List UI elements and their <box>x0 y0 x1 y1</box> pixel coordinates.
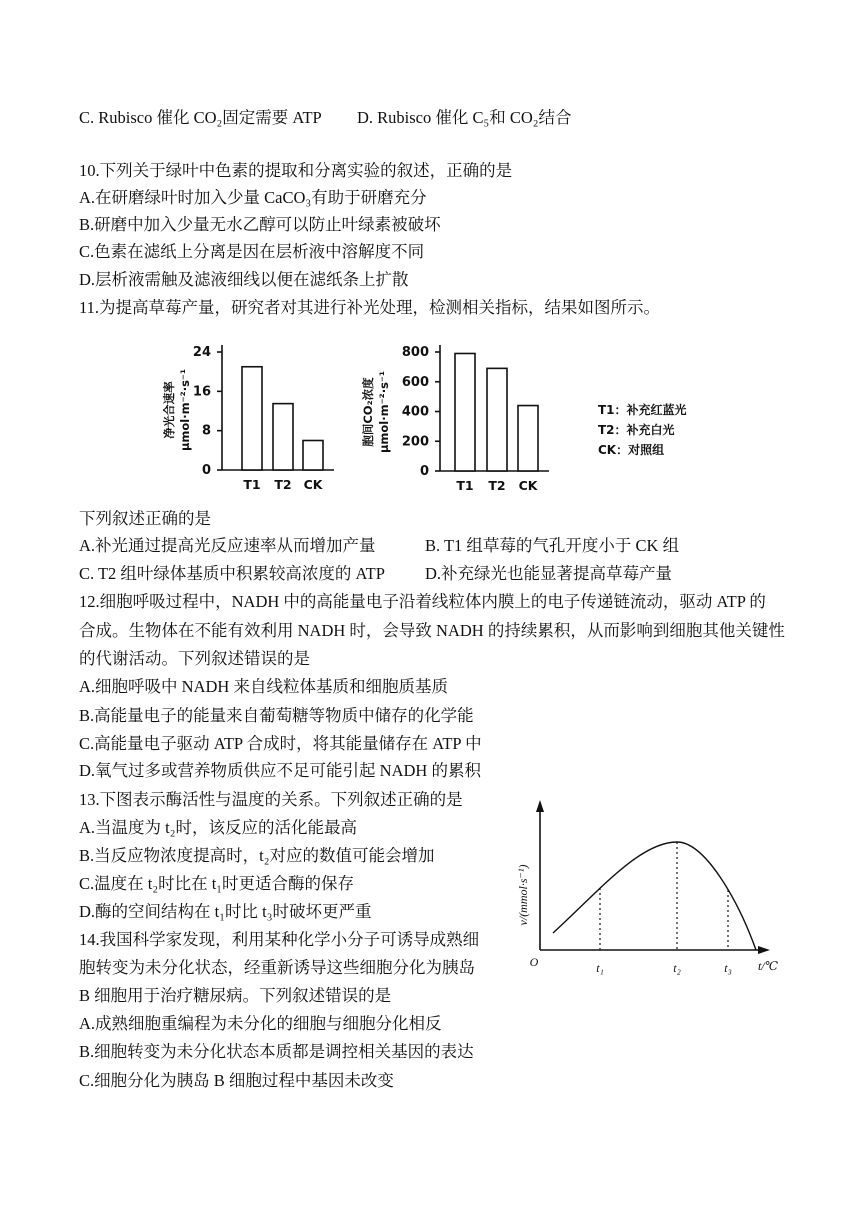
y-tick-label: 400 <box>401 404 429 420</box>
x-category-label: CK <box>303 477 323 492</box>
y-tick-label: 0 <box>419 464 429 479</box>
y-axis-title: 胞间CO₂浓度 <box>361 377 375 447</box>
q12-stem-line-3: 的代谢活动。下列叙述错误的是 <box>79 649 310 668</box>
q10-option-a: A.在研磨绿叶时加入少量 CaCO₃有助于研磨充分 <box>79 188 427 207</box>
bar-ck <box>518 406 538 471</box>
q11-legend-t2: T2：补充白光 <box>598 423 675 437</box>
q10-option-d: D.层析液需触及滤液细线以便在滤纸条上扩散 <box>79 270 409 289</box>
x-tick-label: t₁ <box>596 961 604 975</box>
q14-option-b: B.细胞转变为未分化状态本质都是调控相关基因的表达 <box>79 1042 474 1061</box>
q11-legend-t1: T1：补充红蓝光 <box>598 403 687 417</box>
q11-stem: 11.为提高草莓产量，研究者对其进行补光处理，检测相关指标，结果如图所示。 <box>79 298 661 317</box>
bar-t1 <box>242 367 262 470</box>
y-tick-label: 16 <box>192 384 211 400</box>
q14-option-a: A.成熟细胞重编程为未分化的细胞与细胞分化相反 <box>79 1014 442 1033</box>
q12-option-c: C.高能量电子驱动 ATP 合成时，将其能量储存在 ATP 中 <box>79 734 482 753</box>
x-category-label: T1 <box>243 477 261 492</box>
origin-label: O <box>529 955 539 969</box>
q11-prompt: 下列叙述正确的是 <box>79 509 211 528</box>
q13-option-a: A.当温度为 t₂时，该反应的活化能最高 <box>79 818 358 837</box>
q9-option-c: C. Rubisco 催化 CO₂固定需要 ATP <box>79 108 322 127</box>
y-axis-arrow <box>536 800 544 812</box>
q10-stem: 10.下列关于绿叶中色素的提取和分离实验的叙述，正确的是 <box>79 161 513 180</box>
y-tick-label: 800 <box>401 345 429 360</box>
q14-option-c: C.细胞分化为胰岛 B 细胞过程中基因未改变 <box>79 1071 394 1090</box>
q10-option-b: B.研磨中加入少量无水乙醇可以防止叶绿素被破坏 <box>79 215 441 234</box>
q11-option-b: B. T1 组草莓的气孔开度小于 CK 组 <box>425 536 680 555</box>
q12-option-a: A.细胞呼吸中 NADH 来自线粒体基质和细胞质基质 <box>79 677 448 696</box>
x-category-label: T2 <box>274 477 292 492</box>
x-category-label: T1 <box>456 478 474 493</box>
y-tick-label: 8 <box>201 423 211 439</box>
q14-stem-line-1: 14.我国科学家发现，利用某种化学小分子可诱导成熟细 <box>79 930 480 949</box>
q11-option-a: A.补光通过提高光反应速率从而增加产量 <box>79 536 376 555</box>
q12-option-d: D.氧气过多或营养物质供应不足可能引起 NADH 的累积 <box>79 761 481 780</box>
bar-t2 <box>487 368 507 471</box>
bar-chart-2 <box>361 345 549 493</box>
x-axis-title: t/℃ <box>757 959 779 973</box>
q11-legend-ck: CK：对照组 <box>598 443 665 457</box>
activity-curve <box>553 842 756 950</box>
y-tick-label: 600 <box>401 374 429 390</box>
x-tick-label: t₂ <box>673 961 681 975</box>
x-category-label: T2 <box>488 478 506 493</box>
x-category-label: CK <box>518 478 538 493</box>
q13-option-b: B.当反应物浓度提高时，t₂对应的数值可能会增加 <box>79 846 435 865</box>
y-tick-label: 200 <box>401 434 429 450</box>
q10-option-c: C.色素在滤纸上分离是因在层析液中溶解度不同 <box>79 242 425 261</box>
y-axis-unit: μmol·m⁻²·s⁻¹ <box>178 368 192 452</box>
bar-ck <box>303 441 323 471</box>
q12-stem-line-2: 合成。生物体在不能有效利用 NADH 时，会导致 NADH 的持续累积，从而影响到细胞其他关键性 <box>79 621 785 640</box>
bar-chart-1 <box>162 345 334 492</box>
q12-option-b: B.高能量电子的能量来自葡萄糖等物质中储存的化学能 <box>79 706 474 725</box>
enzyme-temperature-chart <box>516 800 779 975</box>
q9-option-d: D. Rubisco 催化 C₅和 CO₂结合 <box>357 108 572 127</box>
q13-option-d: D.酶的空间结构在 t₁时比 t₃时破坏更严重 <box>79 902 372 921</box>
bar-t1 <box>455 353 475 471</box>
q13-stem: 13.下图表示酶活性与温度的关系。下列叙述正确的是 <box>79 790 463 809</box>
x-axis-arrow <box>758 946 770 954</box>
y-axis-title: 净光合速率 <box>162 381 176 439</box>
q13-option-c: C.温度在 t₂时比在 t₁时更适合酶的保存 <box>79 874 355 893</box>
q11-option-d: D.补充绿光也能显著提高草莓产量 <box>425 564 673 583</box>
q12-stem-line-1: 12.细胞呼吸过程中，NADH 中的高能量电子沿着线粒体内膜上的电子传递链流动，驱动 ATP 的 <box>79 592 766 611</box>
q14-stem-line-3: B 细胞用于治疗糖尿病。下列叙述错误的是 <box>79 986 392 1005</box>
y-tick-label: 0 <box>201 463 211 478</box>
x-tick-label: t₃ <box>724 961 732 975</box>
y-axis-unit: μmol·m⁻²·s⁻¹ <box>377 370 391 454</box>
q14-stem-line-2: 胞转变为未分化状态，经重新诱导这些细胞分化为胰岛 <box>79 958 475 977</box>
q11-option-c: C. T2 组叶绿体基质中积累较高浓度的 ATP <box>79 564 385 583</box>
y-axis-title: v/(mmol·s⁻¹) <box>516 864 530 926</box>
bar-t2 <box>273 404 293 470</box>
y-tick-label: 24 <box>192 345 211 360</box>
